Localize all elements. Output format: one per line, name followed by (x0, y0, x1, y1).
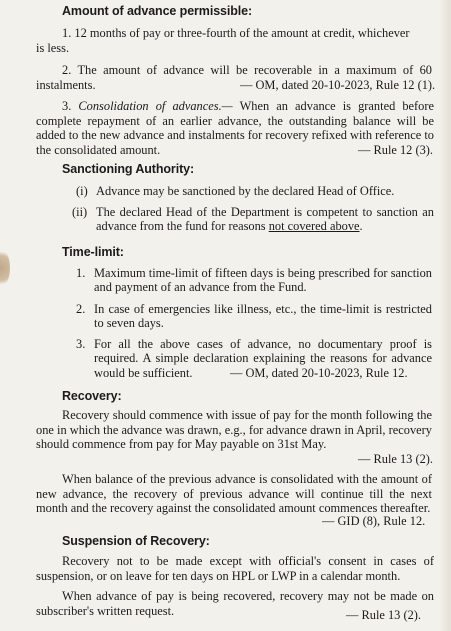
sanction-item-2-text (96, 205, 434, 234)
sanction-item-1 (76, 184, 432, 200)
timelimit-item-2-text: In case of emergencies like illness, etc., the time-limit is restricted to seven days. (94, 302, 432, 331)
advance-para-2-reference: — OM, dated 20-10-2023, Rule 12 (1). (240, 78, 436, 92)
recovery-para-2: When balance of the previous advance is consolidated with the amount of new advance, the recovery of previous advance will continue till the next month and the recovery against the consolidated amount commences thereafter. (36, 472, 432, 516)
timelimit-item-2 (76, 302, 432, 334)
heading-sanctioning-authority: Sanctioning Authority: (62, 162, 195, 176)
recovery-para-1: Recovery should commence with issue of pay for the month following the one in which the advance was drawn, e.g., for advance drawn in April, recovery should commence from pay for May payable on 31st May. (36, 408, 432, 452)
suspension-para-2: When advance of pay is being recovered, recovery may not be made on subscriber's written request. (36, 589, 434, 618)
sanction-item-2 (72, 205, 434, 237)
advance-para-3-text: When an advance is granted before complete repayment of an earlier advance, the outstanding balance will be added to the new advance and instalments for recovery refixed with reference to the consolidated amount. (36, 99, 434, 157)
timelimit-item-2-number: 2. (76, 302, 86, 316)
heading-recovery: Recovery: (62, 389, 122, 403)
advance-para-3-reference: — Rule 12 (3). (358, 143, 434, 157)
advance-para-3-number: 3. (62, 99, 72, 113)
heading-advance-permissible: Amount of advance permissible: (62, 4, 253, 18)
timelimit-item-1 (76, 266, 432, 298)
sanction-item-2-text-c: . (359, 219, 363, 234)
recovery-para-2-reference: — GID (8), Rule 12. (322, 514, 426, 528)
advance-para-1-line-2: is less. (36, 41, 70, 55)
advance-para-1-line-1: 1. 12 months of pay or three-fourth of the amount at credit, whichever (62, 26, 410, 40)
timelimit-item-3-reference: — OM, dated 20-10-2023, Rule 12. (230, 366, 408, 380)
heading-time-limit: Time-limit: (62, 245, 124, 259)
sanction-item-2-text-a: The declared Head of the Department is competent to sanction an advance from the fund for reasons (96, 205, 434, 234)
timelimit-item-3-text: For all the above cases of advance, no documentary proof is required. A simple declaration explaining the reasons for advance would be sufficient. (94, 337, 432, 380)
suspension-para-1: Recovery not to be made except with official's consent in cases of suspension, or on leave for ten days on HPL or LWP in a calendar month. (36, 554, 434, 583)
advance-para-2: 2. The amount of advance will be recoverable in a maximum of 60 instalments. (36, 63, 432, 92)
timelimit-item-3-number: 3. (76, 337, 86, 351)
recovery-para-1-reference: — Rule 13 (2). (358, 452, 434, 466)
sanction-item-1-text: Advance may be sanctioned by the declared Head of Office. (96, 184, 395, 198)
timelimit-item-1-number: 1. (76, 266, 86, 280)
sanction-item-2-number: (ii) (72, 205, 88, 219)
heading-suspension-of-recovery: Suspension of Recovery: (62, 534, 210, 548)
suspension-para-2-reference: — Rule 13 (2). (346, 608, 422, 622)
sanction-item-2-text-underlined: not covered above (268, 219, 360, 234)
sanction-item-1-number: (i) (76, 184, 88, 198)
advance-para-3-title: Consolidation of advances.— (78, 99, 233, 113)
page-edge-shadow (439, 0, 451, 631)
timelimit-item-1-text: Maximum time-limit of fifteen days is being prescribed for sanction and payment of an advance from the Fund. (94, 266, 432, 295)
page-edge-mark (0, 248, 10, 288)
